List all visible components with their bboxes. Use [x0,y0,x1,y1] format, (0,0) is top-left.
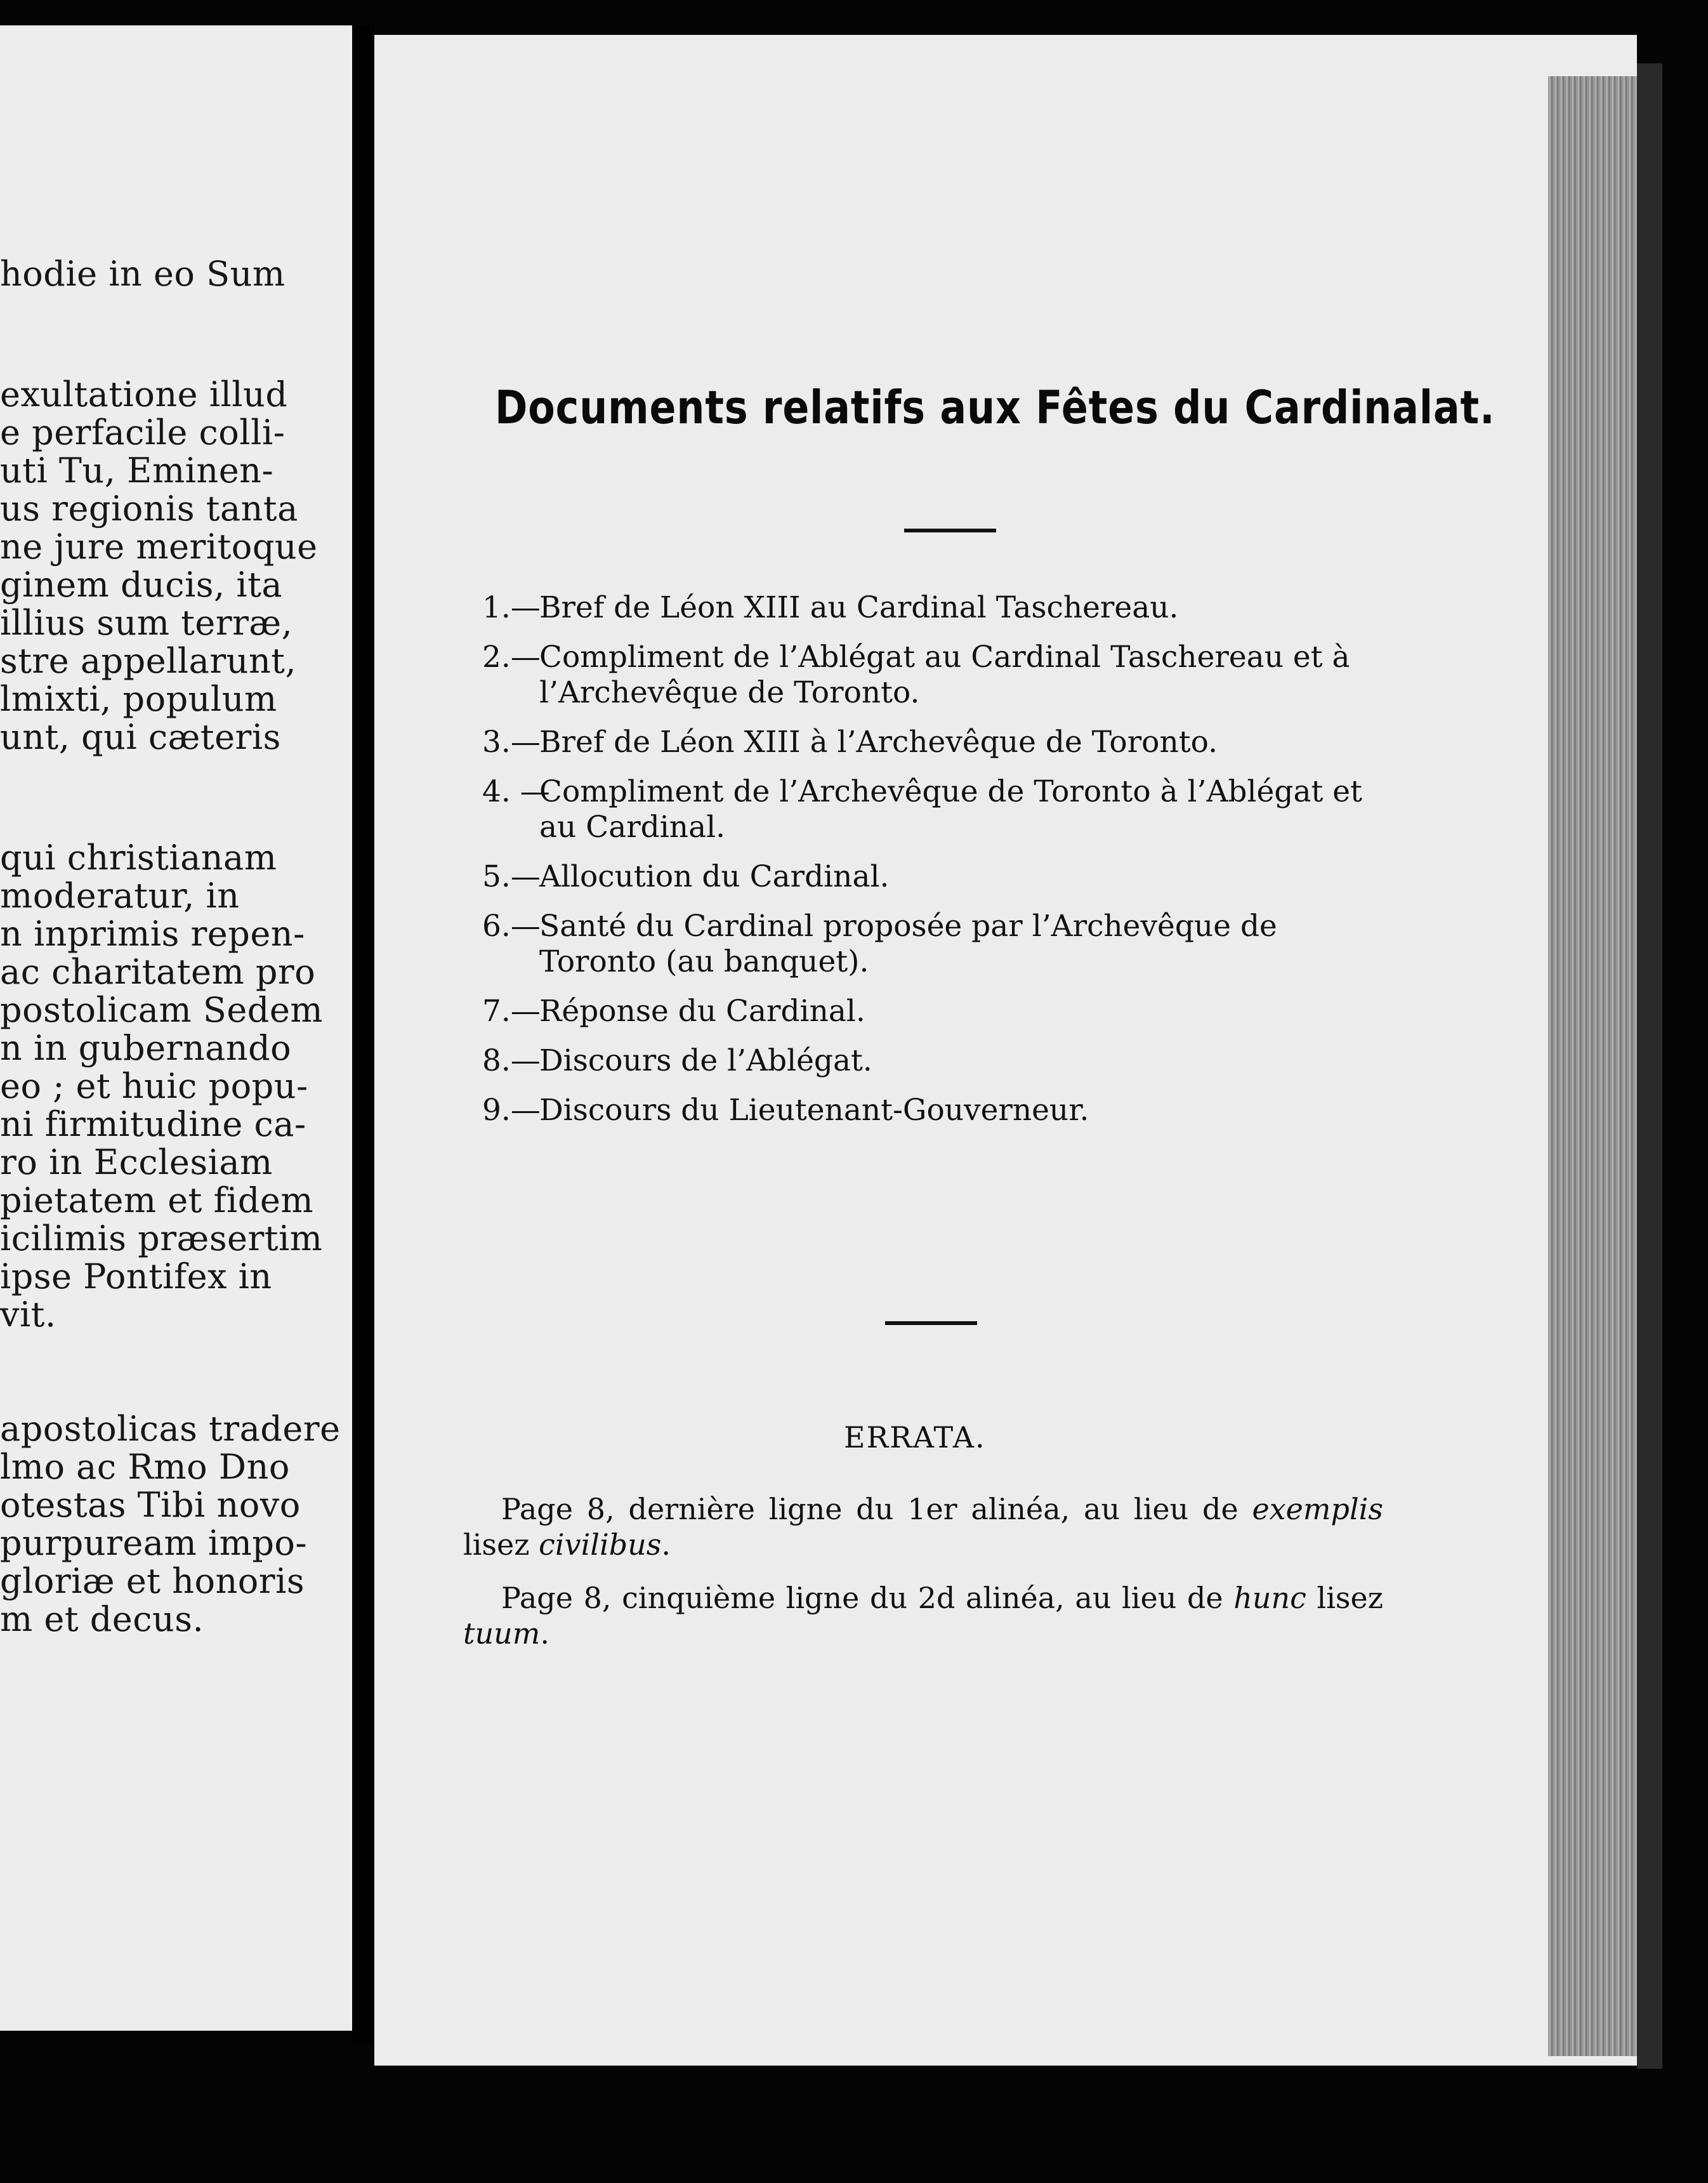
entry-number: 7.— [482,994,541,1029]
left-page-line: vit. [0,1295,56,1335]
left-page-line: lmo ac Rmo Dno [0,1447,290,1487]
errata-item [463,1491,1383,1562]
left-page-line: qui christianam [0,838,277,878]
left-page-line: pietatem et fidem [0,1180,314,1220]
left-page-line: us regionis tanta [0,489,298,529]
errata-list [463,1491,1383,1669]
page-edge-shadow [1637,63,1662,2069]
left-page-line: lmixti, populum [0,679,277,719]
left-page [0,25,352,2031]
errata-item [463,1580,1383,1651]
entry-number: 2.— [482,640,541,675]
left-page-line: e perfacile colli- [0,412,286,452]
errata-wrong: hunc [1233,1581,1306,1615]
left-page-line: purpuream impo- [0,1523,308,1563]
contents-entry [482,725,1396,760]
left-page-line: ne jure meritoque [0,527,318,567]
contents-entry [482,1093,1396,1128]
errata-middle: lisez [1306,1581,1383,1615]
left-page-line: ac charitatem pro [0,952,316,992]
entry-text: Discours du Lieutenant-Gouverneur. [539,1093,1089,1128]
left-page-line: m et decus. [0,1599,204,1639]
errata-after: . [661,1527,671,1562]
entry-number: 6.— [482,909,541,944]
book-gutter [352,25,374,2043]
errata-after: . [540,1616,549,1651]
left-page-line: stre appellarunt, [0,641,297,681]
entry-text: Bref de Léon XIII au Cardinal Taschereau. [539,590,1179,625]
entry-text: Réponse du Cardinal. [539,994,865,1029]
left-page-line: icilimis præsertim [0,1218,323,1258]
left-page-line: n inprimis repen- [0,914,305,954]
left-page-line: moderatur, in [0,876,240,916]
left-page-line: ni firmitudine ca- [0,1104,306,1144]
entry-number: 4. — [482,774,550,809]
contents-list [482,590,1396,1142]
left-page-line: apostolicas tradere [0,1409,341,1449]
errata-right: civilibus [539,1527,662,1562]
left-page-line: uti Tu, Eminen- [0,451,274,491]
left-page-line: ro in Ecclesiam [0,1142,273,1182]
page-title: Documents relatifs aux Fêtes du Cardinalat. [495,381,1495,434]
page-edge [1548,76,1643,2056]
left-page-line: hodie in eo Sum [0,254,286,294]
entry-text: Compliment de l’Ablégat au Cardinal Taschereau et à l’Archevêque de Toronto. [539,640,1350,710]
errata-right: tuum [463,1616,541,1651]
entry-text: Compliment de l’Archevêque de Toronto à l’Ablégat et au Cardinal. [539,774,1362,845]
contents-entry [482,909,1396,980]
left-page-line: eo ; et huic popu- [0,1066,308,1106]
left-page-line: n in gubernando [0,1028,292,1068]
divider-rule [885,1321,977,1325]
entry-number: 5.— [482,859,541,894]
left-page-line: illius sum terræ, [0,603,293,643]
entry-number: 3.— [482,725,541,760]
contents-entry [482,590,1396,626]
contents-entry [482,1043,1396,1079]
contents-entry [482,640,1396,711]
entry-number: 9.— [482,1093,541,1128]
entry-number: 1.— [482,590,541,625]
contents-entry [482,859,1396,895]
divider-rule [904,529,996,532]
entry-number: 8.— [482,1043,541,1078]
left-page-line: postolicam Sedem [0,990,324,1030]
left-page-line: otestas Tibi novo [0,1485,301,1525]
left-page-line: unt, qui cæteris [0,717,281,757]
entry-text: Santé du Cardinal proposée par l’Archevêque de Toronto (au banquet). [539,909,1277,979]
left-page-line: ginem ducis, ita [0,565,283,605]
entry-text: Discours de l’Ablégat. [539,1043,872,1078]
left-page-line: gloriæ et honoris [0,1561,305,1601]
errata-middle: lisez [463,1527,539,1562]
errata-before: Page 8, dernière ligne du 1er alinéa, au lieu de [501,1492,1252,1526]
errata-before: Page 8, cinquième ligne du 2d alinéa, au lieu de [501,1581,1234,1615]
contents-entry [482,994,1396,1029]
entry-text: Allocution du Cardinal. [539,859,890,894]
errata-wrong: exemplis [1252,1492,1383,1526]
entry-text: Bref de Léon XIII à l’Archevêque de Toronto. [539,725,1218,760]
errata-title: ERRATA. [844,1420,986,1454]
left-page-line: exultatione illud [0,374,288,414]
contents-entry [482,774,1396,845]
left-page-line: ipse Pontifex in [0,1256,272,1296]
